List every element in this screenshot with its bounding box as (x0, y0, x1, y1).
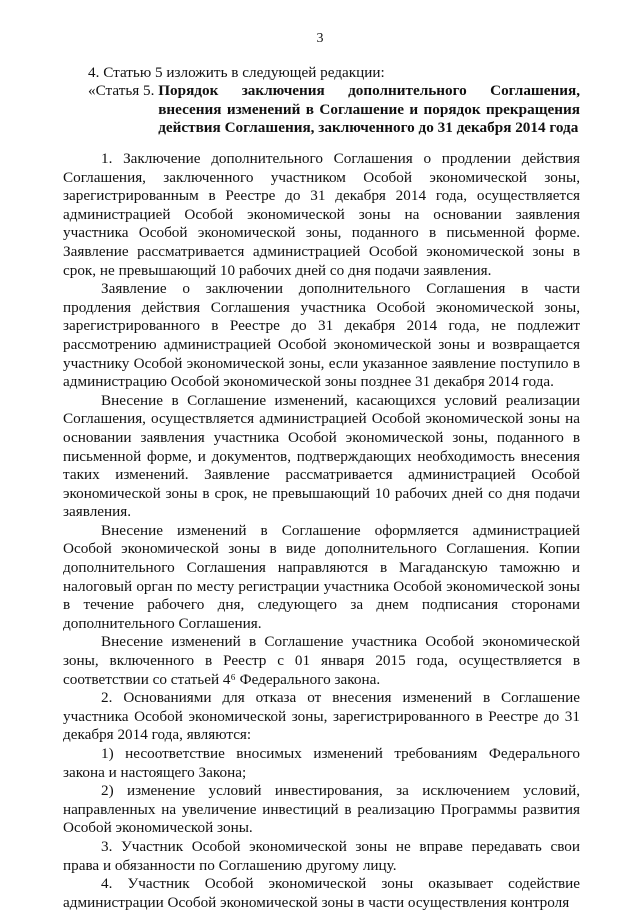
list-item: 1) несоответствие вносимых изменений требованиям Федерального закона и настоящего Закона; (63, 745, 580, 781)
page-number: 3 (316, 31, 324, 46)
paragraph: Внесение изменений в Соглашение участника Особой экономической зоны, включенного в Реестр с 01 января 2015 года, осуществляется в соответствии со статьей 4⁶ Федерального закона. (63, 633, 580, 688)
list-item: 2) изменение условий инвестирования, за исключением условий, направленных на увеличение инвестиций в реализацию Программы развития Особой экономической зоны. (63, 782, 580, 837)
paragraph: Внесение в Соглашение изменений, касающихся условий реализации Соглашения, осуществляется администрацией Особой экономической зоны на основании заявления участника Особой экономической зоны, поданного в письменной форме, и документов, подтверждающих необходимость внесения таких изменений. Заявление рассматривается администрацией Особой экономической зоны в срок, не превышающий 10 рабочих дней со дня подачи заявления. (63, 391, 580, 521)
article-heading (88, 82, 580, 138)
paragraph: 2. Основаниями для отказа от внесения изменений в Соглашение участника Особой экономической зоны, зарегистрированного в Реестре до 31 декабря 2014 года, являются: (63, 689, 580, 744)
paragraph: Внесение изменений в Соглашение оформляется администрацией Особой экономической зоны в виде дополнительного Соглашения. Копии дополнительного Соглашения направляются в Магаданскую таможню и налоговый орган по месту регистрации участника Особой экономической зоны в течение рабочего дня, следующего за днем подписания сторонами дополнительного Соглашения. (63, 521, 580, 632)
article-body (63, 150, 580, 912)
paragraph: 3. Участник Особой экономической зоны не вправе передавать свои права и обязанности по Соглашению другому лицу. (63, 837, 580, 874)
paragraph: 1. Заключение дополнительного Соглашения о продлении действия Соглашения, заключенного участником Особой экономической зоны, зарегистрированным в Реестре до 31 декабря 2014 года, осуществляется администрацией Особой экономической зоны на основании заявления участника Особой экономической зоны, поданного в письменной форме. Заявление рассматривается администрацией Особой экономической зоны в срок, не превышающий 10 рабочих дней со дня подачи заявления. (63, 150, 580, 279)
amendment-intro: 4. Статью 5 изложить в следующей редакции: (88, 64, 385, 81)
article-prefix: «Статья 5. (88, 82, 159, 99)
paragraph: Заявление о заключении дополнительного Соглашения в части продления действия Соглашения участника Особой экономической зоны, зарегистрированного в Реестре до 31 декабря 2014 года, не подлежит рассмотрению администрацией Особой экономической зоны и возвращается участнику Особой экономической зоны, если указанное заявление поступило в администрацию Особой экономической зоны позднее 31 декабря 2014 года. (63, 280, 580, 391)
article-title: Порядок заключения дополнительного Соглашения, внесения изменений в Соглашение и порядок прекращения действия Соглашения, заключенного до 31 декабря 2014 года (158, 82, 580, 137)
paragraph: 4. Участник Особой экономической зоны оказывает содействие администрации Особой экономической зоны в части осуществления контроля (63, 875, 580, 911)
